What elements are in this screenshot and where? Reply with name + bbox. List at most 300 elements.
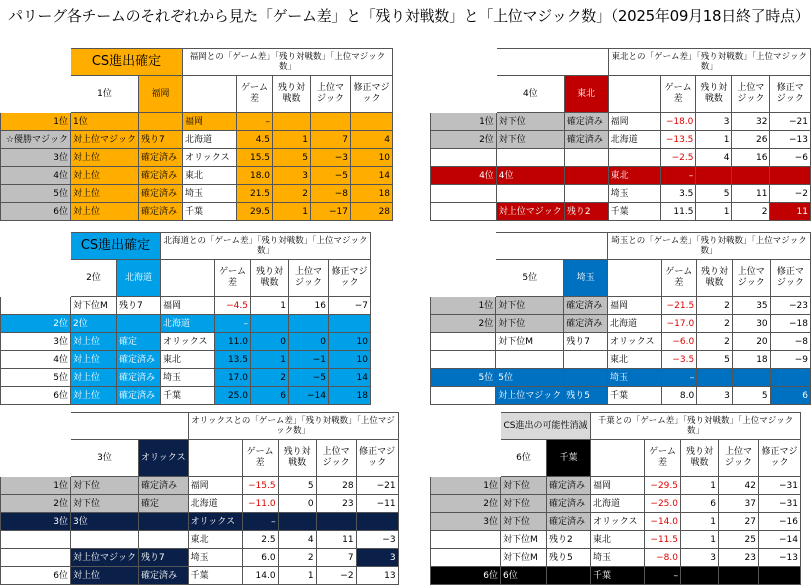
status-cell [564,167,608,185]
status-banner: CS進出確定 [71,233,161,260]
joui-magic-cell: 7 [311,131,351,149]
joui-magic-cell: 30 [732,315,770,333]
remaining-cell: 3 [273,167,311,185]
col-header-gamesa: ゲーム差 [661,260,697,297]
table-row [1,567,399,585]
shusei-magic-cell: −2 [770,185,811,203]
gamesa-cell: – [660,167,696,185]
joui-magic-cell: 23 [316,495,356,513]
table-row [1,369,371,387]
relation-cell: 対上位 [71,149,139,167]
relation-cell: 5位 [496,369,564,387]
status-cell: 残り2 [564,203,608,221]
panel-softbank [0,48,393,221]
team-cell: 北海道 [188,495,242,513]
relation-cell: 1位 [71,113,139,131]
left-cell [1,260,71,297]
team-cell: 千葉 [608,203,660,221]
team-label: 福岡 [139,76,183,113]
shusei-magic-cell: −3 [356,531,398,549]
gamesa-cell: −3.5 [661,351,697,369]
rank-cell [431,549,501,567]
remaining-cell: 2 [278,549,316,567]
header-description: 福岡との「ゲーム差」「残り対戦数」「上位マジック数」 [183,49,393,76]
left-cell [1,233,71,260]
standings-table-nippon_ham [0,232,371,405]
team-cell [608,149,660,167]
rank-cell [431,351,496,369]
gamesa-cell: −8.0 [645,549,681,567]
rank-cell: 6位 [1,203,71,221]
relation-cell: 対上位 [71,387,117,405]
remaining-cell: 1 [278,567,316,585]
relation-cell: 対上位マジック [496,387,564,405]
team-cell: 東北 [608,167,660,185]
gamesa-cell: −25.0 [645,495,681,513]
remaining-cell: 1 [681,531,719,549]
team-cell: 東北 [607,351,661,369]
team-cell: オリックス [188,513,242,531]
col-header-shusei_magic: 修正マジック [770,260,810,297]
left-cell [431,413,501,440]
table-row [431,513,801,531]
table-row [431,131,811,149]
team-cell: 福岡 [161,297,215,315]
table-row [1,315,371,333]
remaining-cell: 5 [697,351,733,369]
gamesa-cell: −4.5 [215,297,251,315]
rank-cell: 1位 [1,477,71,495]
gamesa-cell: 8.0 [661,387,697,405]
team-cell: 東北 [591,531,645,549]
team-cell: オリックス [591,513,645,531]
relation-cell: 対下位 [501,477,547,495]
gamesa-cell: – [242,513,278,531]
col-header-shusei_magic: 修正マジック [770,76,811,113]
status-cell: 残り5 [547,549,591,567]
header-blank [607,260,661,297]
relation-cell: 対下位 [496,315,564,333]
rank-cell: 1位 [431,477,501,495]
panel-rakuten [430,48,811,221]
status-cell: 残り5 [564,387,608,405]
joui-magic-cell: −17 [311,203,351,221]
gamesa-cell: −18.0 [660,113,696,131]
shusei-magic-cell [329,315,371,333]
rank-cell: 6位 [431,567,501,585]
left-cell [1,440,71,477]
remaining-cell: 4 [278,531,316,549]
status-cell [564,369,608,387]
status-cell [139,513,189,531]
remaining-cell: 1 [273,203,311,221]
team-cell: 福岡 [183,113,237,131]
remaining-cell [278,513,316,531]
gamesa-cell: −21.5 [661,297,697,315]
status-cell: 確定済み [547,513,591,531]
joui-magic-cell: 5 [732,387,770,405]
shusei-magic-cell: 14 [329,369,371,387]
table-row [431,297,811,315]
team-cell: 東北 [183,167,237,185]
shusei-magic-cell: 6 [770,387,810,405]
remaining-cell: 5 [278,477,316,495]
relation-cell: 対下位 [501,495,547,513]
shusei-magic-cell [770,167,811,185]
joui-magic-cell: 37 [719,495,759,513]
status-cell: 確定済み [564,315,608,333]
status-cell: 確定済み [139,477,189,495]
status-cell: 確定済み [117,369,161,387]
col-header-joui_magic: 上位マジック [719,440,759,477]
joui-magic-cell: 18 [732,351,770,369]
shusei-magic-cell: −21 [770,113,811,131]
col-header-remaining: 残り対戦数 [251,260,289,297]
remaining-cell [681,567,719,585]
status-cell [564,149,608,167]
shusei-magic-cell: −21 [356,477,398,495]
rank-cell: 2位 [1,315,71,333]
remaining-cell [696,167,732,185]
shusei-magic-cell: 3 [356,549,398,567]
header-description: 東北との「ゲーム差」「残り対戦数」「上位マジック数」 [608,49,810,76]
team-cell: 東北 [161,351,215,369]
table-row [1,149,393,167]
remaining-cell: 1 [696,203,732,221]
shusei-magic-cell: −13 [759,549,801,567]
rank-cell: 3位 [1,149,71,167]
team-cell: 福岡 [608,113,660,131]
rank-cell: 6位 [1,387,71,405]
remaining-cell: 5 [273,149,311,167]
header-blank [188,440,242,477]
col-header-gamesa: ゲーム差 [645,440,681,477]
relation-cell: 6位 [501,567,547,585]
rank-cell: 2位 [1,495,71,513]
team-label: 東北 [564,76,608,113]
shusei-magic-cell: −23 [770,297,810,315]
col-header-joui_magic: 上位マジック [316,440,356,477]
gamesa-cell: 4.5 [237,131,273,149]
rank-cell: 4位 [431,167,497,185]
standings-table-orix [0,412,399,585]
team-cell: 埼玉 [608,185,660,203]
status-cell: 確定済み [564,113,608,131]
left-cell [431,440,501,477]
remaining-cell: 6 [251,387,289,405]
gamesa-cell: 21.5 [237,185,273,203]
relation-cell: 対上位 [71,203,139,221]
status-cell: 確定済み [564,297,608,315]
col-header-gamesa: ゲーム差 [660,76,696,113]
remaining-cell: 1 [251,297,289,315]
gamesa-cell: 14.0 [242,567,278,585]
table-row [1,131,393,149]
team-cell: 福岡 [607,297,661,315]
gamesa-cell: −2.5 [660,149,696,167]
remaining-cell: 0 [278,495,316,513]
relation-cell: 対下位M [71,297,117,315]
standings-table-seibu [430,232,811,405]
table-row [1,185,393,203]
joui-magic-cell: 27 [719,513,759,531]
joui-magic-cell: 20 [732,333,770,351]
joui-magic-cell: 16 [289,297,329,315]
shusei-magic-cell: 13 [356,567,398,585]
rank-cell: 4位 [1,167,71,185]
joui-magic-cell: −5 [289,369,329,387]
remaining-cell: 3 [696,113,732,131]
shusei-magic-cell: 28 [351,203,393,221]
rank-cell: 6位 [1,567,71,585]
gamesa-cell: −15.5 [242,477,278,495]
table-row [431,477,801,495]
shusei-magic-cell: −11 [356,495,398,513]
team-cell: 埼玉 [607,369,661,387]
rank-cell: 1位 [431,297,496,315]
joui-magic-cell: 26 [732,131,770,149]
rank-cell [431,333,496,351]
relation-cell: 4位 [496,167,564,185]
joui-magic-cell: 2 [732,203,770,221]
gamesa-cell: −13.5 [660,131,696,149]
relation-cell [496,351,564,369]
joui-magic-cell: −14 [289,387,329,405]
shusei-magic-cell [356,513,398,531]
relation-cell: 対上位 [71,567,139,585]
panel-seibu [430,232,811,405]
remaining-cell: 6 [681,495,719,513]
status-cell: 確定済み [139,167,183,185]
table-row [1,495,399,513]
left-cell [431,76,497,113]
remaining-cell: 5 [696,185,732,203]
joui-magic-cell: 25 [719,531,759,549]
team-cell: 千葉 [183,203,237,221]
joui-magic-cell: 11 [316,531,356,549]
header-blank [161,260,215,297]
rank-cell [1,549,71,567]
table-row [1,531,399,549]
team-label: オリックス [139,440,189,477]
relation-cell: 対下位 [496,131,564,149]
team-cell: 千葉 [607,387,661,405]
gamesa-cell: −17.0 [661,315,697,333]
gamesa-cell: 2.5 [242,531,278,549]
rank-label: 1位 [71,76,139,113]
table-row [431,387,811,405]
team-cell: オリックス [607,333,661,351]
col-header-remaining: 残り対戦数 [696,76,732,113]
gamesa-cell: 29.5 [237,203,273,221]
rank-cell: 2位 [431,131,497,149]
relation-cell: 対下位M [501,531,547,549]
status-cell: 確定済み [117,351,161,369]
table-row [431,333,811,351]
gamesa-cell: – [237,113,273,131]
status-cell: 確定済み [139,149,183,167]
rank-cell: 4位 [1,351,71,369]
relation-cell: 対下位 [71,495,139,513]
relation-cell [496,149,564,167]
status-cell [547,567,591,585]
relation-cell: 対下位 [496,113,564,131]
relation-cell: 対上位 [71,369,117,387]
col-header-shusei_magic: 修正マジック [329,260,371,297]
team-cell: 北海道 [591,495,645,513]
status-banner [496,49,608,76]
col-header-remaining: 残り対戦数 [273,76,311,113]
panel-orix [0,412,399,585]
rank-cell: 2位 [431,315,496,333]
rank-label: 3位 [71,440,139,477]
team-cell: 福岡 [591,477,645,495]
remaining-cell: 2 [697,315,733,333]
shusei-magic-cell: 18 [329,387,371,405]
joui-magic-cell: −2 [316,567,356,585]
remaining-cell: 1 [696,131,732,149]
gamesa-cell: 18.0 [237,167,273,185]
status-cell: 確定 [139,495,189,513]
table-row [431,369,811,387]
rank-cell: 5位 [431,369,496,387]
gamesa-cell: −11.0 [242,495,278,513]
header-description: オリックスとの「ゲーム差」「残り対戦数」「上位マジック数」 [188,413,398,440]
col-header-joui_magic: 上位マジック [311,76,351,113]
status-banner [71,413,189,440]
shusei-magic-cell: −6 [770,149,811,167]
relation-cell: 対下位 [501,513,547,531]
gamesa-cell: −14.0 [645,513,681,531]
shusei-magic-cell: −31 [759,477,801,495]
table-row [431,351,811,369]
status-cell [139,113,183,131]
relation-cell: 3位 [71,513,139,531]
table-row [431,549,801,567]
status-cell [117,315,161,333]
remaining-cell: 2 [697,297,733,315]
rank-cell [431,149,497,167]
gamesa-cell: −11.5 [645,531,681,549]
rank-cell [431,185,497,203]
team-cell: オリックス [161,333,215,351]
status-cell: 確定済み [547,495,591,513]
table-row [1,297,371,315]
team-cell: 北海道 [607,315,661,333]
relation-cell: 対下位M [501,549,547,567]
remaining-cell: 2 [273,185,311,203]
joui-magic-cell [316,513,356,531]
status-cell: 残り7 [139,131,183,149]
shusei-magic-cell: −13 [770,131,811,149]
rank-cell [1,297,71,315]
gamesa-cell: 15.5 [237,149,273,167]
left-cell [431,49,497,76]
rank-cell: 5位 [1,369,71,387]
status-cell: 残り7 [564,333,608,351]
status-cell: 確定済み [139,185,183,203]
rank-cell: 1位 [431,113,497,131]
col-header-joui_magic: 上位マジック [732,76,770,113]
table-row [1,203,393,221]
status-cell: 確定 [117,333,161,351]
gamesa-cell: – [661,369,697,387]
col-header-shusei_magic: 修正マジック [356,440,398,477]
status-cell: 残り7 [139,549,189,567]
col-header-remaining: 残り対戦数 [681,440,719,477]
gamesa-cell: −29.5 [645,477,681,495]
joui-magic-cell: 11 [732,185,770,203]
left-cell [1,76,71,113]
team-label: 北海道 [117,260,161,297]
status-cell: 確定済み [547,477,591,495]
joui-magic-cell: 16 [732,149,770,167]
rank-label: 4位 [496,76,564,113]
relation-cell: 対上位 [71,185,139,203]
left-cell [431,260,496,297]
status-cell: 確定済み [564,131,608,149]
shusei-magic-cell: −14 [759,531,801,549]
remaining-cell: 1 [681,477,719,495]
shusei-magic-cell: 10 [329,333,371,351]
joui-magic-cell: 28 [316,477,356,495]
relation-cell: 対上位マジック [71,131,139,149]
joui-magic-cell [732,167,770,185]
col-header-gamesa: ゲーム差 [237,76,273,113]
table-row [431,531,801,549]
joui-magic-cell [311,113,351,131]
joui-magic-cell: −1 [289,351,329,369]
rank-cell [1,531,71,549]
rank-label: 6位 [501,440,547,477]
shusei-magic-cell: 10 [351,149,393,167]
team-cell: 北海道 [608,131,660,149]
joui-magic-cell: 35 [732,297,770,315]
header-description: 千葉との「ゲーム差」「残り対戦数」「上位マジック数」 [591,413,801,440]
gamesa-cell: 6.0 [242,549,278,567]
left-cell [1,413,71,440]
left-cell [1,49,71,76]
col-header-gamesa: ゲーム差 [242,440,278,477]
remaining-cell: 3 [681,549,719,567]
status-cell: 残り2 [547,531,591,549]
team-cell: オリックス [183,149,237,167]
rank-cell: 5位 [1,185,71,203]
table-row [1,477,399,495]
status-cell: 確定済み [117,387,161,405]
team-cell: 埼玉 [161,369,215,387]
panel-lotte [430,412,801,585]
status-cell [139,531,189,549]
rank-cell: 3位 [1,333,71,351]
table-row [431,567,801,585]
relation-cell: 対上位マジック [71,549,139,567]
relation-cell: 対下位 [496,297,564,315]
header-blank [608,76,660,113]
team-cell: 埼玉 [188,549,242,567]
joui-magic-cell: 0 [289,333,329,351]
shusei-magic-cell: −8 [770,333,810,351]
joui-magic-cell: 42 [719,477,759,495]
remaining-cell: 1 [681,513,719,531]
joui-magic-cell [732,369,770,387]
shusei-magic-cell: −18 [770,315,810,333]
col-header-remaining: 残り対戦数 [278,440,316,477]
rank-cell: ☆優勝マジック [1,131,71,149]
shusei-magic-cell: −7 [329,297,371,315]
shusei-magic-cell: −16 [759,513,801,531]
table-row [1,387,371,405]
